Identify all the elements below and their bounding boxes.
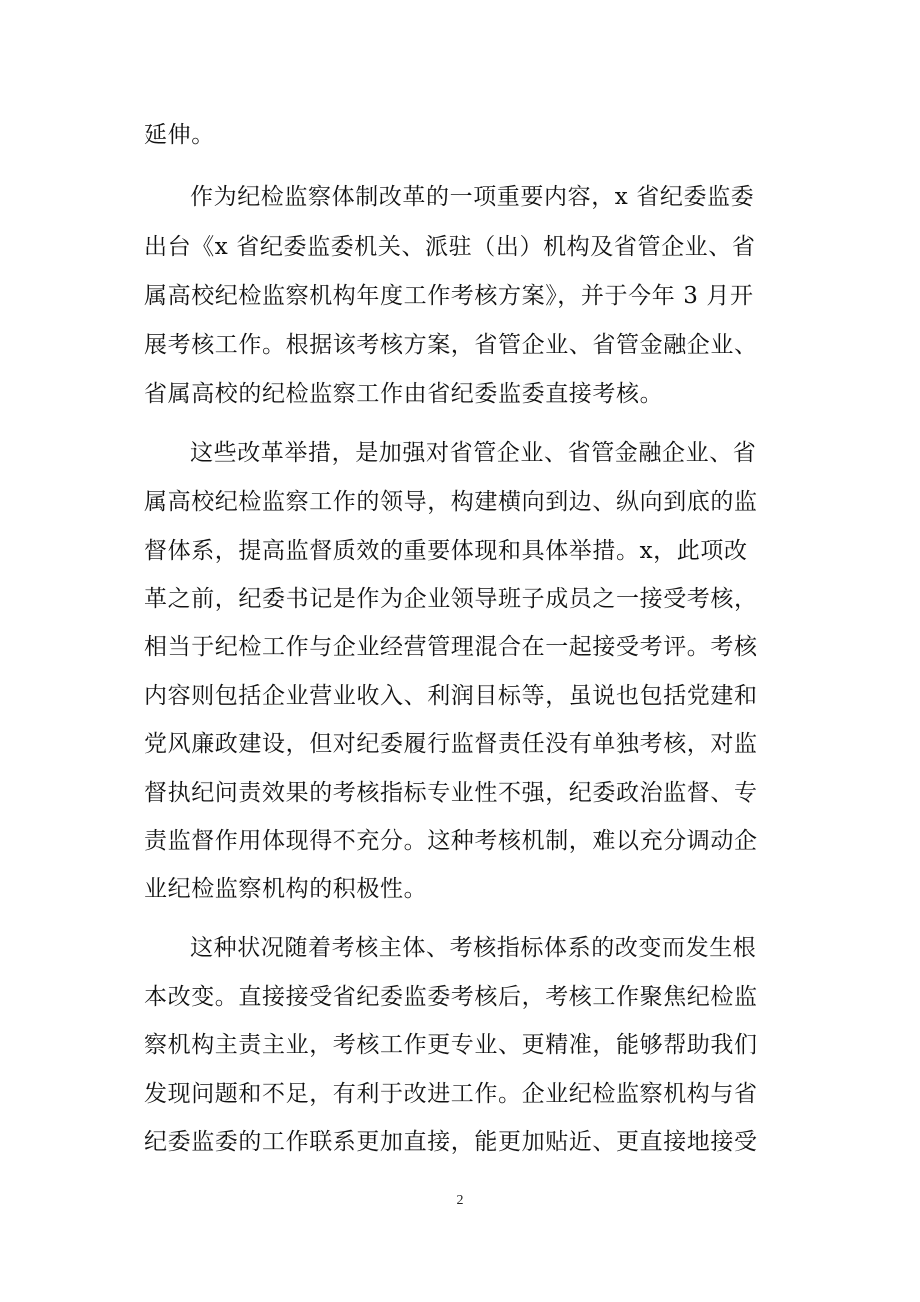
text-line: 内容则包括企业营业收入、利润目标等，虽说也包括党建和 xyxy=(144,683,758,709)
text-line: 作为纪检监察体制改革的一项重要内容，x 省纪委监委 xyxy=(190,184,755,210)
text-line: 这些改革举措，是加强对省管企业、省管金融企业、省 xyxy=(190,440,757,466)
text-line: 展考核工作。根据该考核方案，省管企业、省管金融企业、 xyxy=(144,332,758,358)
text-line: 督体系，提高监督质效的重要体现和具体举措。x，此项改 xyxy=(144,538,748,564)
text-line: 省属高校的纪检监察工作由省纪委监委直接考核。 xyxy=(144,381,664,407)
text-line: 党风廉政建设，但对纪委履行监督责任没有单独考核，对监 xyxy=(144,731,758,757)
text-line: 发现问题和不足，有利于改进工作。企业纪检监察机构与省 xyxy=(144,1081,758,1107)
text-line: 责监督作用体现得不充分。这种考核机制，难以充分调动企 xyxy=(144,828,758,854)
text-line: 督执纪问责效果的考核指标专业性不强，纪委政治监督、专 xyxy=(144,780,758,806)
text-line: 革之前，纪委书记是作为企业领导班子成员之一接受考核， xyxy=(144,586,758,612)
text-line: 察机构主责主业，考核工作更专业、更精准，能够帮助我们 xyxy=(144,1032,758,1058)
text-line: 本改变。直接接受省纪委监委考核后，考核工作聚焦纪检监 xyxy=(144,984,758,1010)
text-line: 业纪检监察机构的积极性。 xyxy=(144,876,428,902)
text-line: 属高校纪检监察机构年度工作考核方案》，并于今年 3 月开 xyxy=(144,283,754,309)
text-line: 相当于纪检工作与企业经营管理混合在一起接受考评。考核 xyxy=(144,634,758,660)
text-line: 延伸。 xyxy=(144,122,215,148)
text-line: 这种状况随着考核主体、考核指标体系的改变而发生根 xyxy=(190,935,757,961)
text-line: 属高校纪检监察工作的领导，构建横向到边、纵向到底的监 xyxy=(144,489,758,515)
page-number: 2 xyxy=(456,1193,464,1208)
text-line: 出台《x 省纪委监委机关、派驻（出）机构及省管企业、省 xyxy=(144,234,756,260)
text-line: 纪委监委的工作联系更加直接，能更加贴近、更直接地接受 xyxy=(144,1129,758,1155)
